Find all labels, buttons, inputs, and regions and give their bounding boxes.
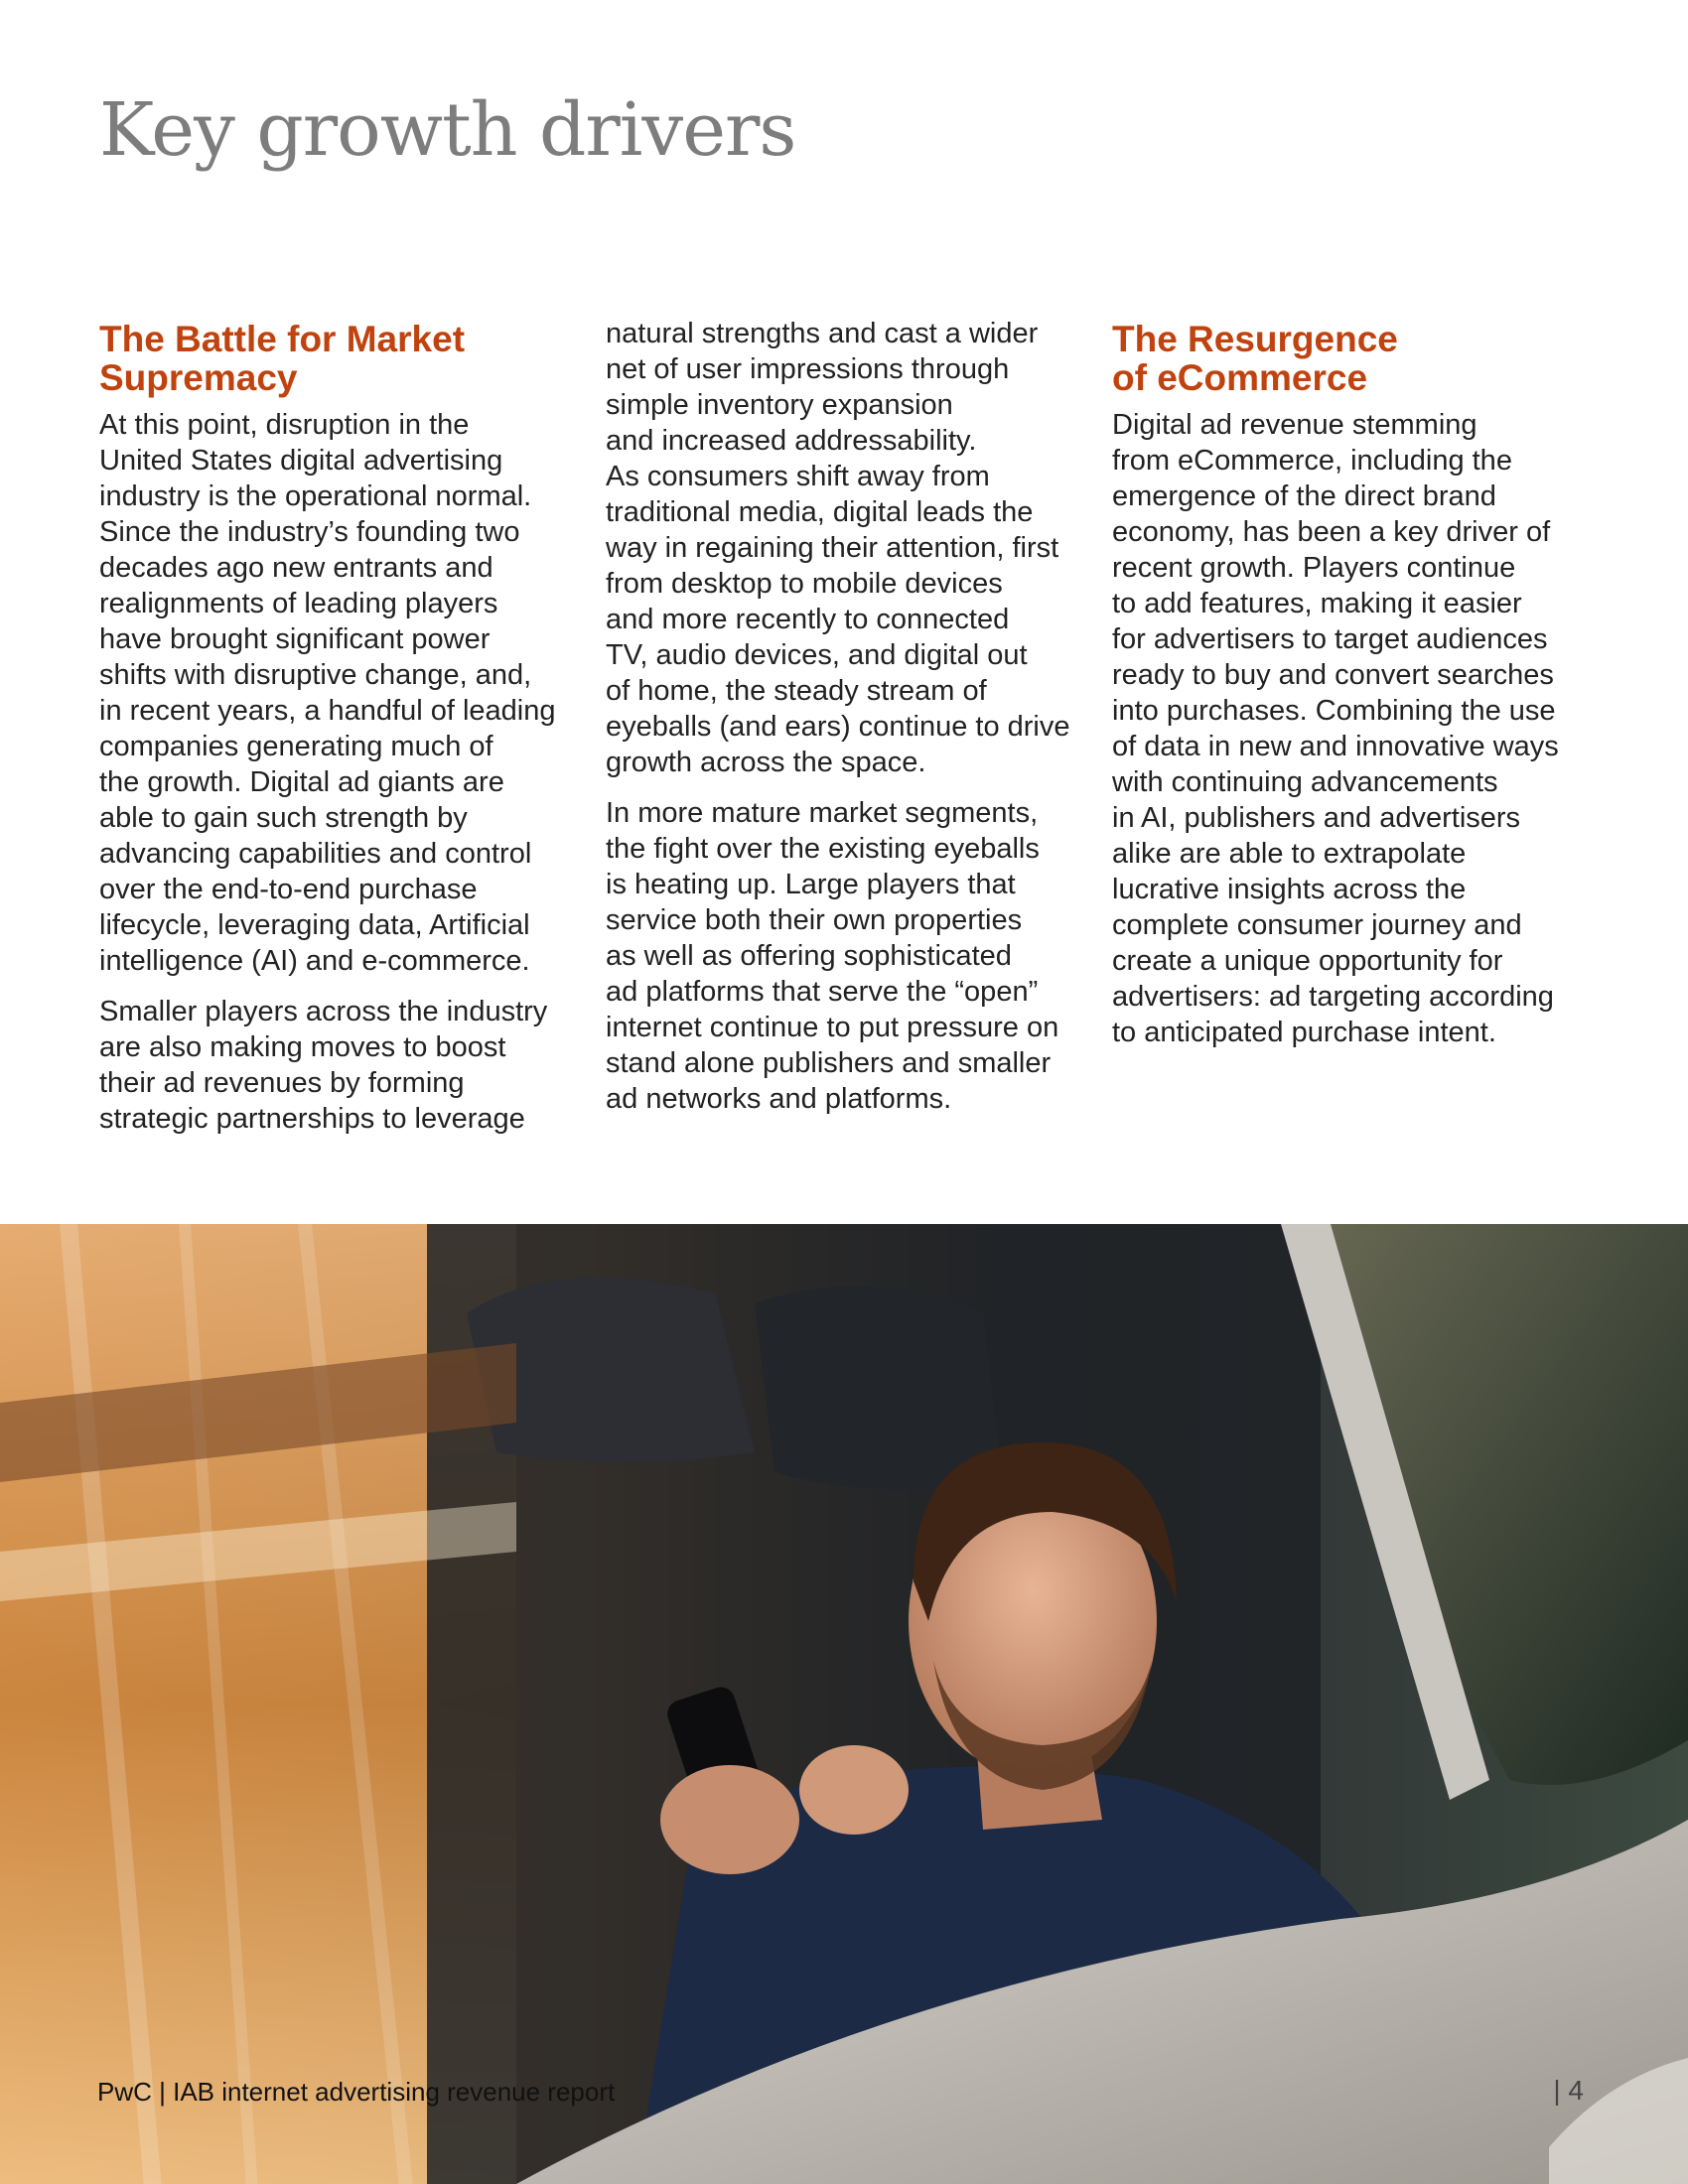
text-line: to add features, making it easier <box>1112 588 1522 619</box>
text-line: over the end-to-end purchase <box>99 874 478 905</box>
text-line: are also making moves to boost <box>99 1031 506 1063</box>
heading-line: Supremacy <box>99 357 298 398</box>
text-line: eyeballs (and ears) continue to drive <box>606 711 1070 743</box>
text-line: net of user impressions through <box>606 353 1010 385</box>
text-line: the growth. Digital ad giants are <box>99 766 504 798</box>
text-line: advertisers: ad targeting according <box>1112 981 1554 1013</box>
text-line: stand alone publishers and smaller <box>606 1047 1052 1079</box>
heading-line: The Resurgence <box>1112 319 1398 359</box>
text-line: and more recently to connected <box>606 604 1010 635</box>
text-line: economy, has been a key driver of <box>1112 516 1551 548</box>
text-line: growth across the space. <box>606 747 926 778</box>
footer-report-label: PwC | IAB internet advertising revenue report <box>97 2077 616 2107</box>
text-line: service both their own properties <box>606 904 1023 936</box>
paragraph <box>99 407 586 979</box>
column-continuation <box>606 316 1092 1132</box>
text-line: recent growth. Players continue <box>1112 552 1516 584</box>
heading-line: The Battle for Market <box>99 319 466 359</box>
text-line: in recent years, a handful of leading <box>99 695 556 727</box>
text-line: traditional media, digital leads the <box>606 496 1034 528</box>
text-line: of data in new and innovative ways <box>1112 731 1559 762</box>
text-line: simple inventory expansion <box>606 389 953 421</box>
text-line: TV, audio devices, and digital out <box>606 639 1028 671</box>
text-line: internet continue to put pressure on <box>606 1012 1059 1043</box>
text-line: natural strengths and cast a wider <box>606 318 1039 349</box>
paragraph <box>1112 407 1599 1050</box>
text-line: the fight over the existing eyeballs <box>606 833 1040 865</box>
text-line: alike are able to extrapolate <box>1112 838 1467 870</box>
text-line: As consumers shift away from <box>606 461 990 492</box>
text-line: emergence of the direct brand <box>1112 480 1496 512</box>
text-line: advancing capabilities and control <box>99 838 532 870</box>
text-line: as well as offering sophisticated <box>606 940 1012 972</box>
text-line: for advertisers to target audiences <box>1112 623 1548 655</box>
text-line: companies generating much of <box>99 731 493 762</box>
text-line: United States digital advertising <box>99 445 503 477</box>
paragraph <box>606 795 1092 1117</box>
text-line: with continuing advancements <box>1112 766 1498 798</box>
paragraph <box>99 994 586 1137</box>
text-line: Digital ad revenue stemming <box>1112 409 1477 441</box>
text-line: is heating up. Large players that <box>606 869 1016 900</box>
text-line: strategic partnerships to leverage <box>99 1103 525 1135</box>
text-line: lucrative insights across the <box>1112 874 1467 905</box>
text-line: complete consumer journey and <box>1112 909 1522 941</box>
text-line: their ad revenues by forming <box>99 1067 465 1099</box>
text-line: decades ago new entrants and <box>99 552 493 584</box>
text-line: realignments of leading players <box>99 588 498 619</box>
text-line: ready to buy and convert searches <box>1112 659 1554 691</box>
column-battle <box>99 320 586 1152</box>
text-line: able to gain such strength by <box>99 802 468 834</box>
text-line: At this point, disruption in the <box>99 409 470 441</box>
text-line: create a unique opportunity for <box>1112 945 1503 977</box>
text-line: of home, the steady stream of <box>606 675 987 707</box>
text-line: have brought significant power <box>99 623 491 655</box>
text-line: ad networks and platforms. <box>606 1083 952 1115</box>
text-line: from desktop to mobile devices <box>606 568 1003 600</box>
heading-line: of eCommerce <box>1112 357 1368 398</box>
text-line: Smaller players across the industry <box>99 996 548 1027</box>
section-heading-battle <box>99 320 586 397</box>
column-resurgence <box>1112 320 1599 1065</box>
text-line: from eCommerce, including the <box>1112 445 1512 477</box>
text-line: to anticipated purchase intent. <box>1112 1017 1496 1048</box>
page-title: Key growth drivers <box>99 87 796 173</box>
text-line: in AI, publishers and advertisers <box>1112 802 1521 834</box>
text-line: lifecycle, leveraging data, Artificial <box>99 909 530 941</box>
text-line: industry is the operational normal. <box>99 480 532 512</box>
text-line: ad platforms that serve the “open” <box>606 976 1039 1008</box>
text-line: into purchases. Combining the use <box>1112 695 1556 727</box>
text-line: intelligence (AI) and e-commerce. <box>99 945 530 977</box>
text-line: Since the industry’s founding two <box>99 516 520 548</box>
paragraph <box>606 316 1092 780</box>
text-line: way in regaining their attention, first <box>606 532 1059 564</box>
text-line: and increased addressability. <box>606 425 977 457</box>
page-number: | 4 <box>1553 2075 1584 2106</box>
car-passenger-photo <box>0 1224 1688 2184</box>
text-line: In more mature market segments, <box>606 797 1039 829</box>
text-line: shifts with disruptive change, and, <box>99 659 532 691</box>
section-heading-resurgence <box>1112 320 1599 397</box>
